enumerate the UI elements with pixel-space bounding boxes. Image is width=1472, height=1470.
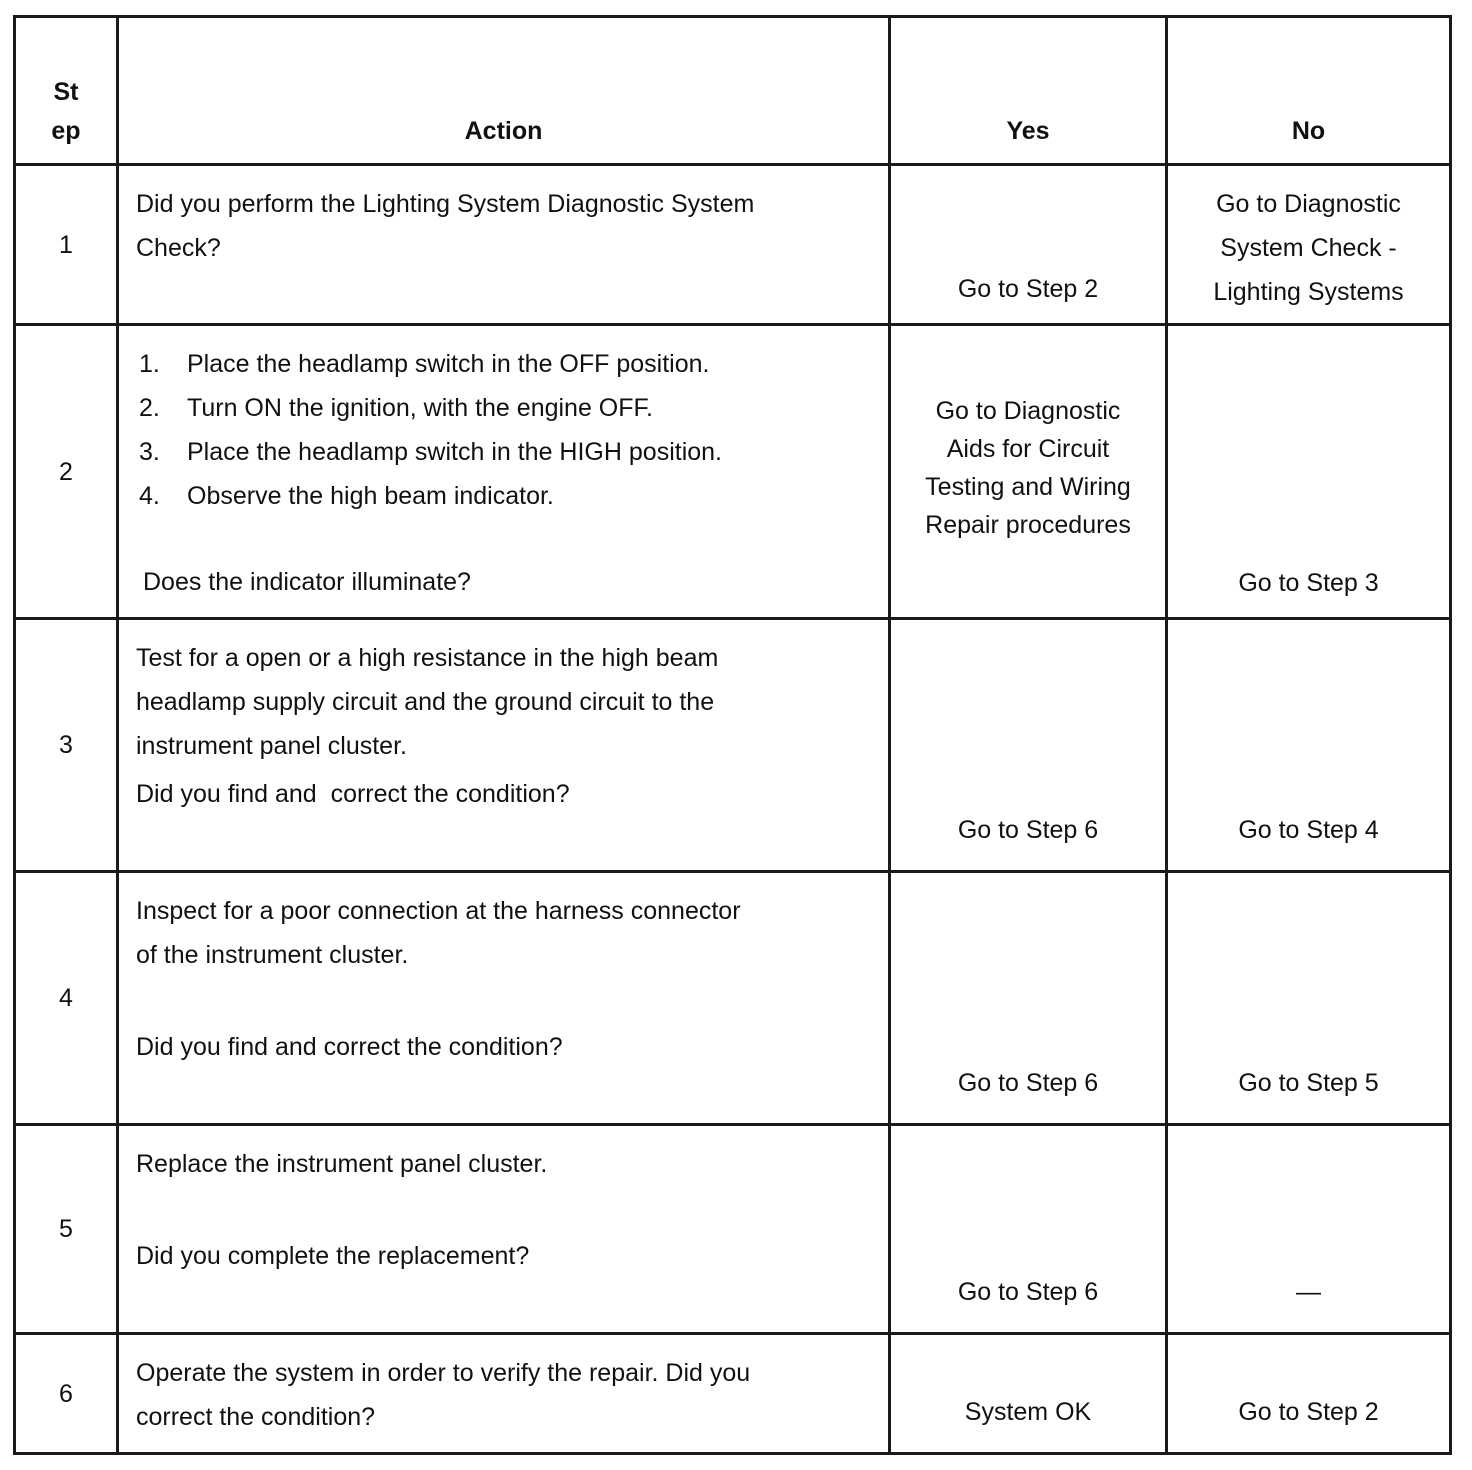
header-row bbox=[15, 17, 1451, 165]
step-number: 5 bbox=[15, 1125, 118, 1334]
action-line: Replace the instrument panel cluster. bbox=[136, 1150, 548, 1178]
yes-cell bbox=[890, 325, 1167, 619]
action-line: headlamp supply circuit and the ground circuit to the bbox=[136, 688, 715, 716]
yes-line: Testing and Wiring bbox=[925, 472, 1131, 501]
yes-cell: Go to Step 2 bbox=[890, 165, 1167, 325]
step-number: 2 bbox=[15, 325, 118, 619]
header-no: No bbox=[1167, 17, 1451, 165]
list-text: Observe the high beam indicator. bbox=[187, 482, 554, 510]
yes-cell: Go to Step 6 bbox=[890, 619, 1167, 872]
table-row bbox=[15, 1125, 1451, 1334]
header-action: Action bbox=[118, 17, 890, 165]
list-number: 4. bbox=[139, 482, 160, 510]
no-cell: Go to Step 4 bbox=[1167, 619, 1451, 872]
list-number: 2. bbox=[139, 394, 160, 422]
action-line: Operate the system in order to verify the repair. Did you bbox=[136, 1359, 751, 1387]
yes-cell: Go to Step 6 bbox=[890, 1125, 1167, 1334]
list-item bbox=[136, 342, 872, 386]
action-cell bbox=[118, 872, 890, 1125]
yes-line: Repair procedures bbox=[925, 510, 1131, 539]
yes-cell: Go to Step 6 bbox=[890, 872, 1167, 1125]
action-question: Did you find and correct the condition? bbox=[136, 1033, 563, 1061]
action-question: Does the indicator illuminate? bbox=[143, 568, 471, 596]
action-cell bbox=[118, 1125, 890, 1334]
no-line: System Check - bbox=[1220, 234, 1397, 262]
action-question: Did you complete the replacement? bbox=[136, 1242, 530, 1270]
action-line: Inspect for a poor connection at the harness connector bbox=[136, 897, 741, 925]
header-step: St ep bbox=[15, 17, 118, 165]
table-row bbox=[15, 872, 1451, 1125]
list-text: Place the headlamp switch in the OFF position. bbox=[187, 350, 710, 378]
step-number: 6 bbox=[15, 1334, 118, 1454]
step-number: 4 bbox=[15, 872, 118, 1125]
action-line: Did you perform the Lighting System Diagnostic System bbox=[136, 190, 755, 218]
header-yes: Yes bbox=[890, 17, 1167, 165]
no-cell: Go to Step 2 bbox=[1167, 1334, 1451, 1454]
list-item bbox=[136, 386, 872, 430]
action-cell bbox=[118, 325, 890, 619]
action-list bbox=[136, 342, 872, 518]
yes-line: Aids for Circuit bbox=[946, 434, 1110, 463]
diagnostic-table bbox=[13, 15, 1452, 1455]
list-item bbox=[136, 474, 872, 518]
no-line: Lighting Systems bbox=[1213, 278, 1404, 306]
list-item bbox=[136, 430, 872, 474]
list-number: 3. bbox=[139, 438, 160, 466]
table-row bbox=[15, 325, 1451, 619]
table-row bbox=[15, 619, 1451, 872]
action-line: instrument panel cluster. bbox=[136, 732, 407, 760]
list-text: Turn ON the ignition, with the engine OFF. bbox=[187, 394, 653, 422]
action-line: of the instrument cluster. bbox=[136, 941, 409, 969]
action-line: correct the condition? bbox=[136, 1403, 376, 1431]
action-line: Check? bbox=[136, 234, 221, 262]
step-number: 3 bbox=[15, 619, 118, 872]
no-line: Go to Diagnostic bbox=[1216, 190, 1401, 218]
list-text: Place the headlamp switch in the HIGH position. bbox=[187, 438, 722, 466]
yes-line: Go to Diagnostic bbox=[935, 396, 1121, 425]
no-cell: Go to Step 5 bbox=[1167, 872, 1451, 1125]
yes-cell: System OK bbox=[890, 1334, 1167, 1454]
action-cell bbox=[118, 165, 890, 325]
list-number: 1. bbox=[139, 350, 160, 378]
action-question: Did you find and correct the condition? bbox=[136, 780, 570, 808]
no-cell: — bbox=[1167, 1125, 1451, 1334]
table-row bbox=[15, 1334, 1451, 1454]
step-number: 1 bbox=[15, 165, 118, 325]
table-row bbox=[15, 165, 1451, 325]
action-cell bbox=[118, 1334, 890, 1454]
action-line: Test for a open or a high resistance in the high beam bbox=[136, 644, 719, 672]
no-cell: Go to Step 3 bbox=[1167, 325, 1451, 619]
no-cell bbox=[1167, 165, 1451, 325]
action-cell bbox=[118, 619, 890, 872]
